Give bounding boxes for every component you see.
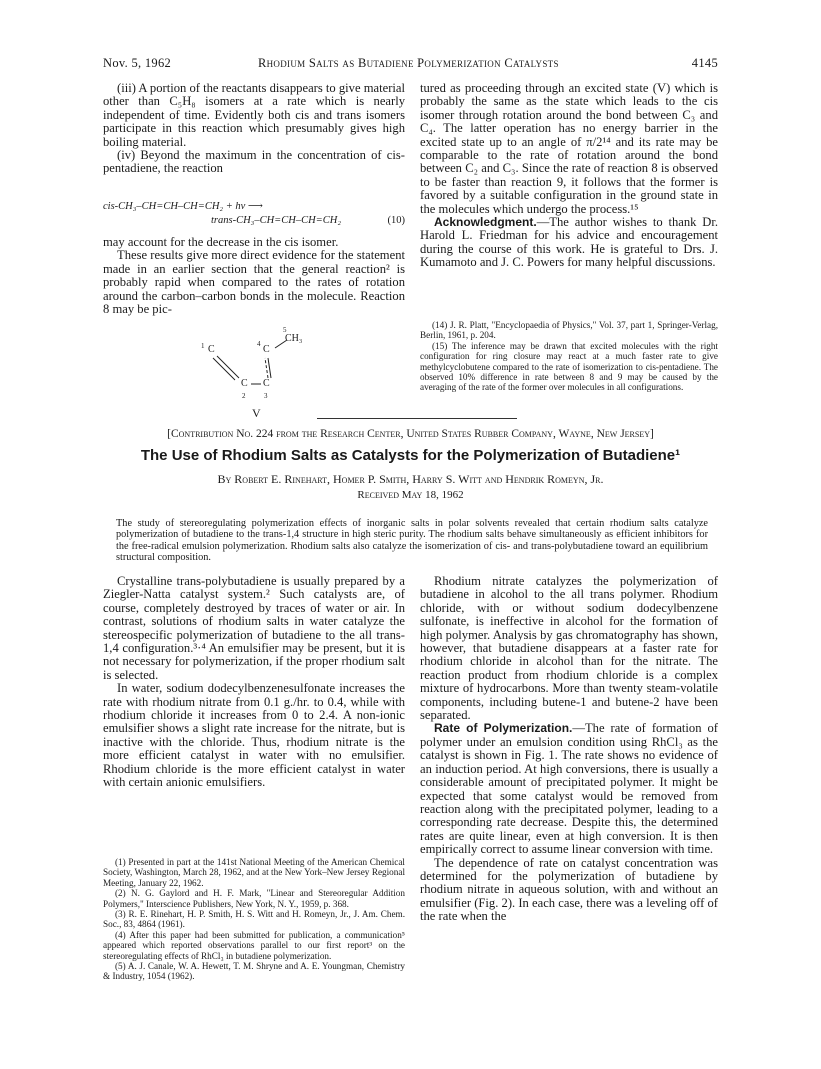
atom-c1: C [208,344,215,355]
abstract: The study of stereoregulating polymerization effects of inorganic salts in polar solvents revealed that certain rhodium salts catalyze polymerization of butadiene to the trans-1,4 structure in high steric purity. The rhodium salts behave simultaneously as efficient inhibitors for the free-radical emulsion polymerization. Rhodium salts also catalyze the isomerization of cis- and trans-polybutadiene toward an equilibrium structural composition. [116,518,708,564]
header-running-title: Rhodium Salts as Butadiene Polymerization Catalysts [258,56,559,70]
equation-line-1: cis-CH₃–CH=CH–CH=CH₂ + hν ⟶ [103,201,263,212]
section-divider [317,418,517,419]
article-authors: By Robert E. Rinehart, Homer P. Smith, Harry S. Witt and Hendrik Romeyn, Jr. [217,472,604,486]
top-right-column [420,82,718,270]
paragraph: (iii) A portion of the reactants disappears to give material other than C₅H₈ isomers at a rate which is nearly independent of time. Evidently both cis and trans isomers participate in this reaction which presumably gives high boiling material. [103,81,405,149]
header-page-number: 4145 [691,56,718,70]
atom-number-2: 2 [242,392,246,400]
top-left-column [103,82,405,176]
acknowledgment-text: —The author wishes to thank Dr. Harold L. Friedman for his advice and encouragement during the course of this work. He is grateful to Drs. J. Kumamoto and J. C. Powers for many helpful discussions. [420,215,718,270]
atom-number-3: 3 [264,392,268,400]
footnote-15: (15) The inference may be drawn that excited molecules with the right configuration for ring closure may react at a much faster rate to give methylcyclobutene compared to the rate of isomerization to cis-pentadiene. The observed 10% difference in rate between 8 and 9 may be caused by the averaging of the rate of the former over molecules in all configurations. [420,340,718,393]
footnote-2: (2) N. G. Gaylord and H. F. Mark, "Linear and Stereoregular Addition Polymers," Interscience Publishers, New York, N. Y., 1959, p. 368. [103,888,405,909]
structure-v [195,322,315,424]
paragraph: may account for the decrease in the cis isomer. [103,235,339,249]
running-header [103,56,718,72]
methyl-group: CH₃ [285,333,303,344]
footnote-14: (14) J. R. Platt, "Encyclopaedia of Physics," Vol. 37, part 1, Springer-Verlag, Berlin, 1961, p. 204. [420,320,718,341]
footnote-4: (4) After this paper had been submitted for publication, a communication⁵ appeared which reported observations parallel to our first report³ on the stereoregulating effects of RhCl₃ in butadiene polymerization. [103,929,405,961]
atom-number-5: 5 [283,326,287,334]
equation-10 [103,200,405,234]
atom-number-4: 4 [257,340,261,348]
footnote-3: (3) R. E. Rinehart, H. P. Smith, H. S. Witt and H. Romeyn, Jr., J. Am. Chem. Soc., 83, 4864 (1961). [103,909,405,930]
contribution-line: [Contribution No. 224 from the Research Center, United States Rubber Company, Wayne, New Jersey] [167,428,654,440]
paragraph: Rhodium nitrate catalyzes the polymerization of butadiene in alcohol to the all trans polymer. Rhodium chloride, with or without sodium dodecylbenzene sulfonate, is ineffective in alcohol for the formation of high polymer. Analysis by gas chromatography has shown, however, that butadiene disappears at a faster rate for rhodium chloride in alcohol than for the nitrate. The reaction product from rhodium chloride is a complex mixture of hydrocarbons. More than twenty steam-volatile components, including butene-1 and butene-2 have been separated. [420,574,718,723]
article-title: The Use of Rhodium Salts as Catalysts for the Polymerization of Butadiene¹ [140,447,681,464]
right-column [420,575,718,924]
left-column [103,575,405,790]
equation-line-2: trans-CH₃–CH=CH–CH=CH₂ [211,215,341,226]
top-left-column-cont [103,236,405,316]
left-footnotes [103,857,405,982]
header-date: Nov. 5, 1962 [103,56,172,70]
atom-number-1: 1 [201,342,205,350]
top-right-footnotes [420,320,718,393]
atom-c3: C [263,378,270,389]
paragraph: Crystalline trans-polybutadiene is usually prepared by a Ziegler-Natta catalyst system.² Such catalysts are, of course, completely destroyed by traces of water or air. In contrast, solutions of rhodium salts in water catalyze the stereospecific polymerization of butadiene to the all trans-1,4 configuration.³·⁴ An emulsifier may be present, but it is not necessary for polymerization, if the proper rhodium salt is selected. [103,574,405,682]
received-date: Received May 18, 1962 [357,489,464,501]
rate-text: —The rate of formation of polymer under an emulsion condition using RhCl₃ as the catalyst is shown in Fig. 1. The rate shows no evidence of an induction period. At high conversions, there is usually a considerable amount of precipitated polymer. It might be expected that some catalyst would be removed from reaction along with the precipitated polymer, leading to a corresponding rate decrease. Despite this, the determined rates are quite linear, even at high conversion. It is then empirically correct to assume linear conversion with time. [420,721,718,857]
paragraph: In water, sodium dodecylbenzenesulfonate increases the rate with rhodium nitrate from 0.1 g./hr. to 0.4, while with rhodium chloride it increases from 0 to 2.4. A non-ionic emulsifier shows a slight rate increase for the nitrate, but is inactive with the chloride. Thus, rhodium nitrate is the more efficient catalyst in water with no emulsifier. Rhodium chloride is the more efficient catalyst in water with certain anionic emulsifiers. [103,681,405,790]
equation-number: (10) [387,215,405,226]
paragraph: The dependence of rate on catalyst concentration was determined for the polymerization of butadiene by rhodium nitrate in aqueous solution, with and without an emulsifier (Fig. 2). In each case, there was a leveling off of the rate when the [420,855,718,924]
paragraph: These results give more direct evidence for the statement made in an earlier section that the general reaction² is probably rapid when compared to the rates of rotation around the carbon–carbon bonds in the molecule. Reaction 8 may be pic- [103,248,405,317]
atom-c4: C [263,344,270,355]
structure-label: V [252,406,261,420]
acknowledgment-heading: Acknowledgment. [434,215,537,230]
paragraph: tured as proceeding through an excited state (V) which is probably the same as the state which leads to the cis isomer through rotation around the bond between C₃ and C₄. The latter operation has no energy barrier in the excited state up to an angle of π/2¹⁴ and its rate may be comparable to the rate of rotation around the bond between C₂ and C₃. Since the rate of reaction 8 is observed to be faster than reaction 9, it follows that the former is favored by a suitable configuration in the ground state in the molecules which undergo the process.¹⁵ [420,81,718,216]
footnote-5: (5) A. J. Canale, W. A. Hewett, T. M. Shryne and A. E. Youngman, Chemistry & Industry, 1054 (1962). [103,961,405,982]
rate-heading: Rate of Polymerization. [434,721,573,736]
footnote-1: (1) Presented in part at the 141st National Meeting of the American Chemical Society, Washington, March 28, 1962, and at the New York–New Jersey Regional Meeting, January 22, 1962. [103,857,405,888]
atom-c2: C [241,378,248,389]
paragraph: (iv) Beyond the maximum in the concentration of cis-pentadiene, the reaction [103,148,405,176]
